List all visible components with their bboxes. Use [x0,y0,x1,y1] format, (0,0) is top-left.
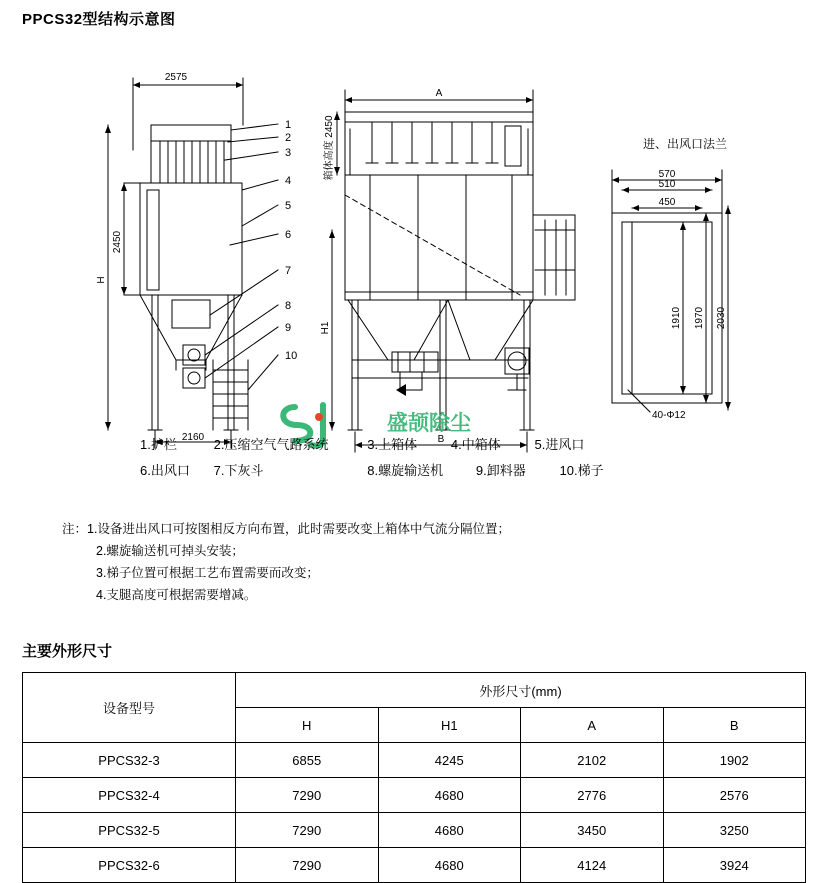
legend-item-6: 6.出风口 [140,463,190,478]
cell-h: 6855 [236,743,379,778]
table-header-row-1 [23,673,806,708]
cell-b: 2576 [663,778,806,813]
legend-item-9: 9.卸料器 [475,463,526,478]
cell-b: 1902 [663,743,806,778]
legend-item-1: 1.护栏 [140,437,177,452]
callout-2: 2 [285,132,292,144]
notes-line-4: 4.支腿高度可根据需要增减。 [96,588,257,602]
dims-subtitle: 主要外形尺寸 [22,643,113,660]
flange-w1: 570 [658,169,676,180]
cell-a: 3450 [521,813,664,848]
legend-item-2: 2.压缩空气气路系统 [213,437,329,452]
cell-h1: 4245 [378,743,521,778]
notes-line-3: 3.梯子位置可根据工艺布置需要而改变； [96,566,319,580]
callout-3: 3 [285,147,292,159]
callout-5: 5 [285,200,292,212]
legend-row-2 [140,458,740,484]
header-model: 设备型号 [23,673,236,743]
cell-h: 7290 [236,778,379,813]
dim-top-width: 2575 [164,72,188,83]
callout-9: 9 [285,322,292,334]
callout-8: 8 [285,300,292,312]
structure-diagram [0,30,828,460]
dim-A: A [435,88,443,99]
dim-bottom-width: 2160 [181,432,205,443]
dim-H: H [96,276,107,284]
cell-b: 3250 [663,813,806,848]
cell-model: PPCS32-5 [23,813,236,848]
cell-h: 7290 [236,813,379,848]
header-group: 外形尺寸(mm) [236,673,806,708]
dim-B: B [437,434,445,445]
flange-h3: 2030 [716,306,727,330]
notes-line-2: 2.螺旋输送机可掉头安装； [96,544,244,558]
cell-a: 2102 [521,743,664,778]
dim-H1: H1 [320,321,331,335]
callout-6: 6 [285,229,292,241]
legend [140,432,740,484]
cell-h1: 4680 [378,778,521,813]
cell-model: PPCS32-3 [23,743,236,778]
header-col-b: B [663,708,806,743]
flange-title: 进、出风口法兰 [643,137,728,151]
cell-model: PPCS32-6 [23,848,236,883]
cell-h: 7290 [236,848,379,883]
header-col-a: A [521,708,664,743]
legend-item-5: 5.进风口 [534,437,585,452]
table-row [23,778,806,813]
page-title: PPCS32型结构示意图 [22,11,176,28]
legend-item-10: 10.梯子 [559,463,604,478]
callout-7: 7 [285,265,292,277]
callout-4: 4 [285,175,292,187]
legend-item-7: 7.下灰斗 [213,463,264,478]
legend-item-4: 4.中箱体 [450,437,501,452]
cell-b: 3924 [663,848,806,883]
table-row [23,848,806,883]
dim-box-height: 箱体高度 2450 [324,115,335,181]
cell-a: 4124 [521,848,664,883]
header-col-h1: H1 [378,708,521,743]
flange-w3: 450 [658,197,676,208]
legend-row-1 [140,432,740,458]
legend-item-8: 8.螺旋输送机 [367,463,444,478]
legend-item-3: 3.上箱体 [367,437,418,452]
table-row [23,743,806,778]
flange-h1: 1910 [671,306,682,330]
notes-line-1: 注：1.设备进出风口可按图相反方向布置，此时需要改变上箱体中气流分隔位置； [62,522,510,536]
flange-holes: 40-Φ12 [652,410,686,421]
cell-h1: 4680 [378,813,521,848]
notes-block [62,518,510,606]
dim-2450-left: 2450 [112,230,123,254]
cell-h1: 4680 [378,848,521,883]
cell-a: 2776 [521,778,664,813]
flange-h2: 1970 [694,306,705,330]
dimensions-table [22,672,806,883]
cell-model: PPCS32-4 [23,778,236,813]
header-col-h: H [236,708,379,743]
table-row [23,813,806,848]
watermark-text: 盛颉除尘 [387,411,471,435]
callout-1: 1 [285,119,292,131]
flange-w2: 510 [658,179,676,190]
callout-10: 10 [285,350,298,362]
